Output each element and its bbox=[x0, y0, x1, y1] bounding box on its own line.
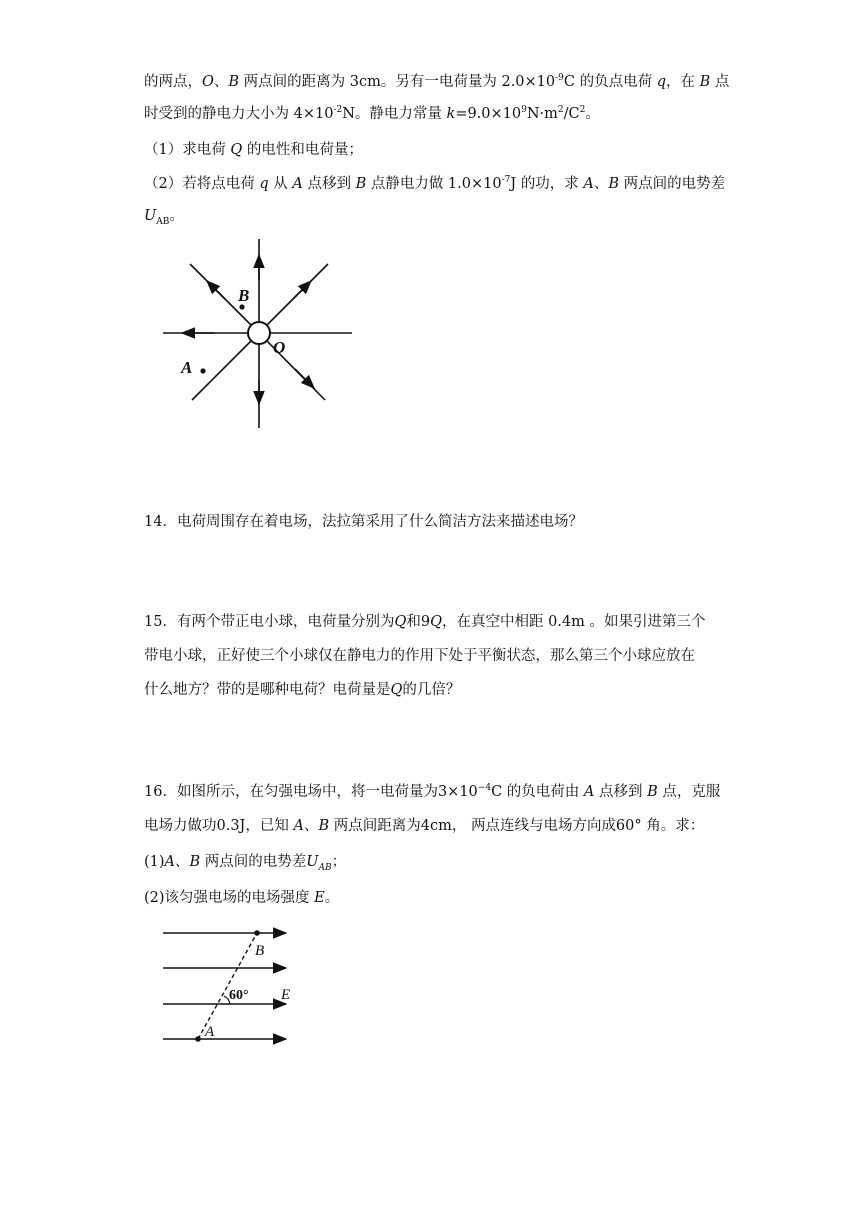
label-B: B bbox=[238, 286, 250, 305]
label-O: O bbox=[273, 338, 286, 357]
q16-text-line-1: 16．如图所示，在匀强电场中，将一电荷量为$3\times 10^{-4}C$ 的负电荷由 A 点移到 B 点，克服 bbox=[144, 783, 721, 800]
q13-subquestion-2-cont: $U_{AB}$。 bbox=[144, 208, 184, 227]
label-A: A bbox=[181, 358, 193, 377]
point-A-dot bbox=[195, 1036, 201, 1042]
label-E: E bbox=[281, 987, 291, 1003]
point-B-dot bbox=[239, 304, 244, 309]
field-line-upper-left-arrow bbox=[207, 281, 225, 299]
field-line-upper-right-arrow bbox=[293, 281, 311, 299]
q15-text-line-2: 带电小球，正好使三个小球仅在静电力的作用下处于平衡状态，那么第三个小球应放在 bbox=[144, 648, 695, 664]
charge-O-circle bbox=[248, 322, 270, 344]
point-charge-field-diagram bbox=[155, 232, 365, 437]
uniform-field-diagram bbox=[155, 920, 305, 1050]
label-A: A bbox=[205, 1024, 215, 1040]
label-angle: 60° bbox=[229, 988, 249, 1003]
q15-text-line-3: 什么地方？带的是哪种电荷？电荷量是Q的几倍？ bbox=[144, 682, 461, 698]
q15-text-line-1: 15．有两个带正电小球，电荷量分别为Q和9Q，在真空中相距 0.4m 。如果引进第三个 bbox=[144, 614, 706, 630]
q16-subquestion-1: (1)A、B 两点间的电势差$U_{AB}$； bbox=[144, 854, 347, 873]
q13-subquestion-2: （2）若将点电荷 q 从 A 点移到 B 点静电力做 $1.0\times 10^{-7}J$ 的功，求 A、B 两点间的电势差 bbox=[144, 175, 726, 192]
point-B-dot bbox=[254, 930, 260, 936]
q13-text-line-2: 时受到的静电力大小为 $4\times 10^{-2}N$。静电力常量 $k=9.0\times 10^9N\cdot m^2/C^2$。 bbox=[144, 105, 600, 122]
field-line-lower-right-arrow bbox=[295, 369, 314, 388]
q16-text-line-2: 电场力做功0.3J，已知 A、B 两点间距离为4cm， 两点连线与电场方向成60° 角。求： bbox=[144, 818, 705, 834]
point-A-dot bbox=[200, 368, 205, 373]
label-B: B bbox=[255, 943, 265, 959]
q16-subquestion-2: (2)该匀强电场的电场强度 E。 bbox=[144, 890, 340, 906]
q13-subquestion-1: （1）求电荷 Q 的电性和电荷量； bbox=[144, 142, 363, 158]
q14-text: 14．电荷周围存在着电场，法拉第采用了什么简洁方法来描述电场？ bbox=[144, 514, 583, 530]
q13-text-line-1: 的两点，O、B 两点间的距离为 3cm。另有一电荷量为 $2.0\times 10^{-9}C$ 的负点电荷 q，在 B 点 bbox=[144, 73, 730, 90]
